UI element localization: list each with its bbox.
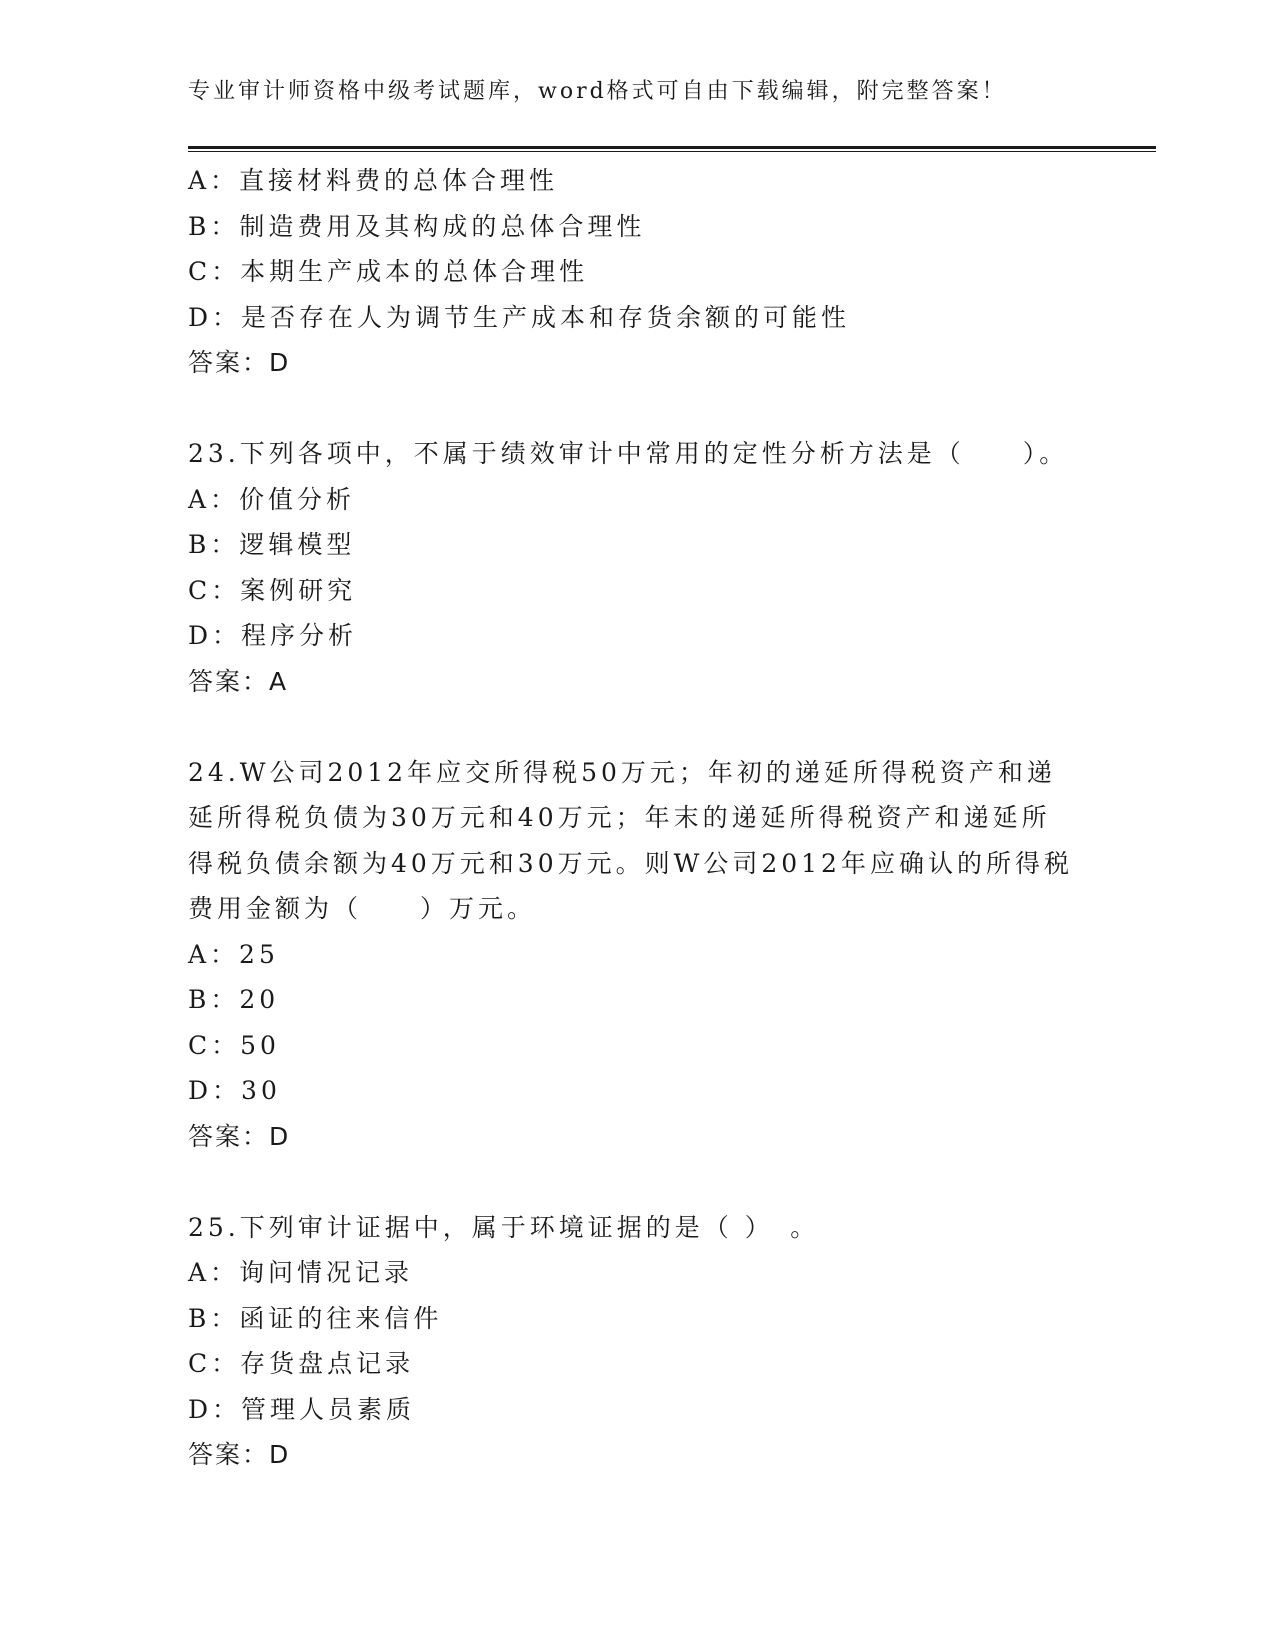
option-a: A：直接材料费的总体合理性 — [188, 166, 559, 195]
option-c: C：50 — [188, 1030, 280, 1060]
question-text: 24.W公司2012年应交所得税50万元；年初的递延所得税资产和递延所得税负债为30万元和40万元；年末的递延所得税资产和递延所得税负债余额为40万元和30万元。则W公司2012年应确认的所得税费用金额为（ ）万元。 — [188, 757, 1073, 923]
question-block-24 — [188, 750, 1088, 1160]
answer-line: 答案：D — [188, 1440, 291, 1469]
answer-line: 答案：A — [188, 666, 289, 696]
page-header: 专业审计师资格中级考试题库，word格式可自由下载编辑，附完整答案！ — [188, 79, 1007, 104]
question-text: 25.下列审计证据中，属于环境证据的是（ ） 。 — [188, 1212, 820, 1242]
header-rule-thin — [188, 151, 1156, 152]
option-b: B：逻辑模型 — [188, 530, 356, 559]
option-a: A：价值分析 — [188, 484, 356, 514]
option-b: B：制造费用及其构成的总体合理性 — [188, 211, 646, 241]
question-block-22 — [188, 158, 1088, 386]
answer-line: 答案：D — [188, 348, 291, 377]
document-body — [188, 158, 1088, 1478]
question-block-25 — [188, 1205, 1088, 1478]
header-rule-thick — [188, 146, 1156, 149]
option-a: A：25 — [188, 939, 279, 969]
answer-line: 答案：D — [188, 1121, 291, 1151]
option-a: A：询问情况记录 — [188, 1258, 414, 1287]
option-b: B：函证的往来信件 — [188, 1303, 443, 1333]
question-text: 23.下列各项中，不属于绩效审计中常用的定性分析方法是（ ）。 — [188, 439, 1069, 468]
spacer — [188, 1159, 1088, 1205]
option-b: B：20 — [188, 985, 280, 1014]
option-c: C：存货盘点记录 — [188, 1349, 415, 1378]
option-d: D：程序分析 — [188, 621, 358, 650]
spacer — [188, 386, 1088, 432]
question-block-23 — [188, 431, 1088, 704]
option-d: D：30 — [188, 1076, 281, 1105]
option-c: C：本期生产成本的总体合理性 — [188, 257, 589, 286]
option-c: C：案例研究 — [188, 575, 357, 605]
option-d: D：管理人员素质 — [188, 1394, 416, 1424]
spacer — [188, 704, 1088, 750]
option-d: D：是否存在人为调节生产成本和存货余额的可能性 — [188, 302, 851, 332]
